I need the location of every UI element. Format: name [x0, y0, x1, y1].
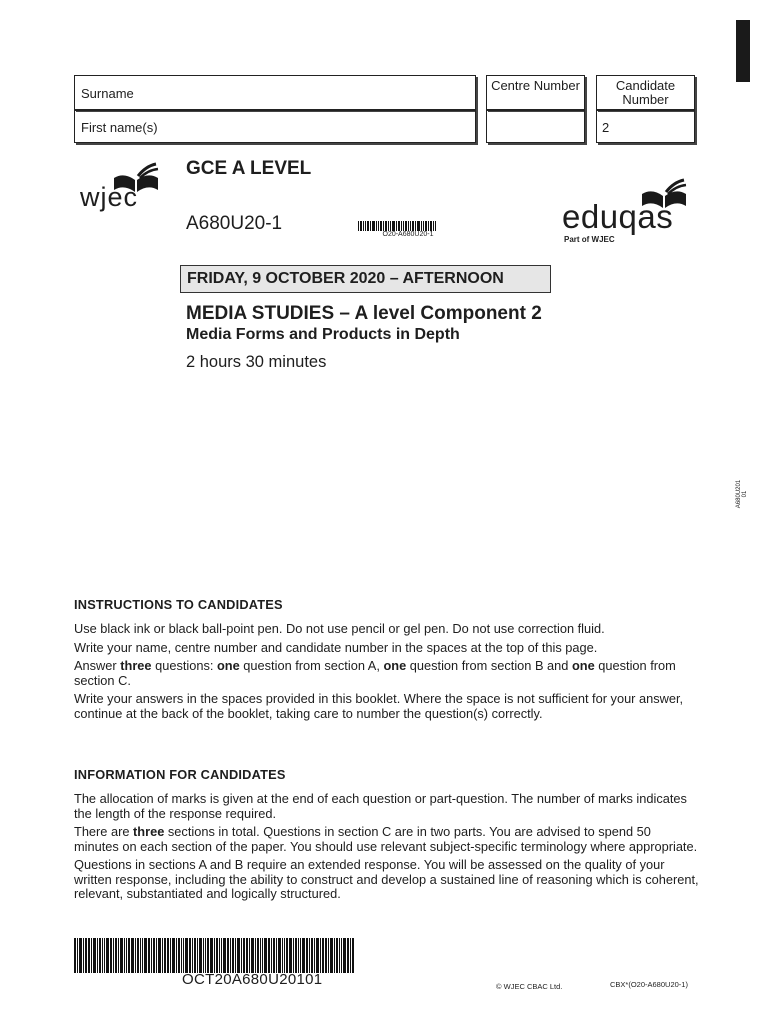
firstname-label: First name(s): [81, 120, 158, 135]
candidate-number-value: 2: [602, 120, 610, 135]
subject-subtitle: Media Forms and Products in Depth: [186, 326, 460, 343]
paper-barcode: [358, 221, 458, 231]
surname-label: Surname: [81, 86, 134, 101]
page-edge-tab: [736, 20, 750, 82]
eduqas-tagline: Part of WJEC: [564, 235, 615, 244]
paper-code: A680U20-1: [186, 213, 283, 234]
exam-date-box: [180, 265, 551, 293]
instruction-line: Write your answers in the spaces provided in this booklet. Where the space is not sufficient for your answer, continue at the back of the booklet, taking care to number the question(s) correctly.: [74, 691, 684, 721]
firstname-field[interactable]: [74, 110, 476, 143]
surname-field[interactable]: [74, 75, 476, 110]
candidate-number-header: [596, 75, 695, 110]
copyright: © WJEC CBAC Ltd.: [496, 982, 563, 991]
instruction-line: Use black ink or black ball-point pen. Do not use pencil or gel pen. Do not use correction fluid.: [74, 621, 605, 636]
script-barcode: [74, 938, 446, 973]
subject-title: MEDIA STUDIES – A level Component 2: [186, 303, 542, 324]
instructions-heading: INSTRUCTIONS TO CANDIDATES: [74, 597, 283, 612]
information-line: Questions in sections A and B require an extended response. You will be assessed on the quality of your written response, including the ability to construct and develop a sustained line of reasoning which is coherent, relevant, substantiated and logically structured.: [74, 857, 699, 901]
eduqas-logo: [562, 178, 692, 248]
centre-number-field[interactable]: [486, 110, 585, 143]
paper-reference: CBX*(O20-A680U20-1): [610, 980, 688, 989]
exam-date: FRIDAY, 9 OCTOBER 2020 – AFTERNOON: [187, 270, 504, 287]
candidate-number-label: Candidate Number: [615, 78, 676, 107]
candidate-number-field[interactable]: [596, 110, 695, 143]
information-line: There are three sections in total. Questions in section C are in two parts. You are advised to spend 50 minutes on each section of the paper. You should use relevant subject-specific terminology where appropriate.: [74, 824, 698, 854]
information-heading: INFORMATION FOR CANDIDATES: [74, 767, 286, 782]
script-barcode-text: OCT20A680U20101: [182, 971, 323, 988]
paper-barcode-text: O20-A680U20-1: [382, 231, 434, 238]
instruction-line: Write your name, centre number and candidate number in the spaces at the top of this page.: [74, 639, 598, 655]
side-code: A680U201 01: [736, 479, 748, 509]
wjec-text: wjec: [80, 182, 139, 212]
information-line: The allocation of marks is given at the end of each question or part-question. The number of marks indicates the length of the response required.: [74, 791, 687, 821]
wjec-cbac-logo: [80, 162, 170, 242]
qualification-level: GCE A LEVEL: [186, 158, 312, 179]
instruction-line: Answer three questions: one question from section A, one question from section B and one question from section C.: [74, 658, 676, 688]
centre-number-header: [486, 75, 585, 110]
information-body: [74, 792, 699, 906]
instructions-body: [74, 622, 699, 725]
centre-number-label: Centre Number: [491, 78, 580, 93]
exam-duration: 2 hours 30 minutes: [186, 353, 327, 371]
eduqas-text: eduqas: [562, 198, 674, 235]
